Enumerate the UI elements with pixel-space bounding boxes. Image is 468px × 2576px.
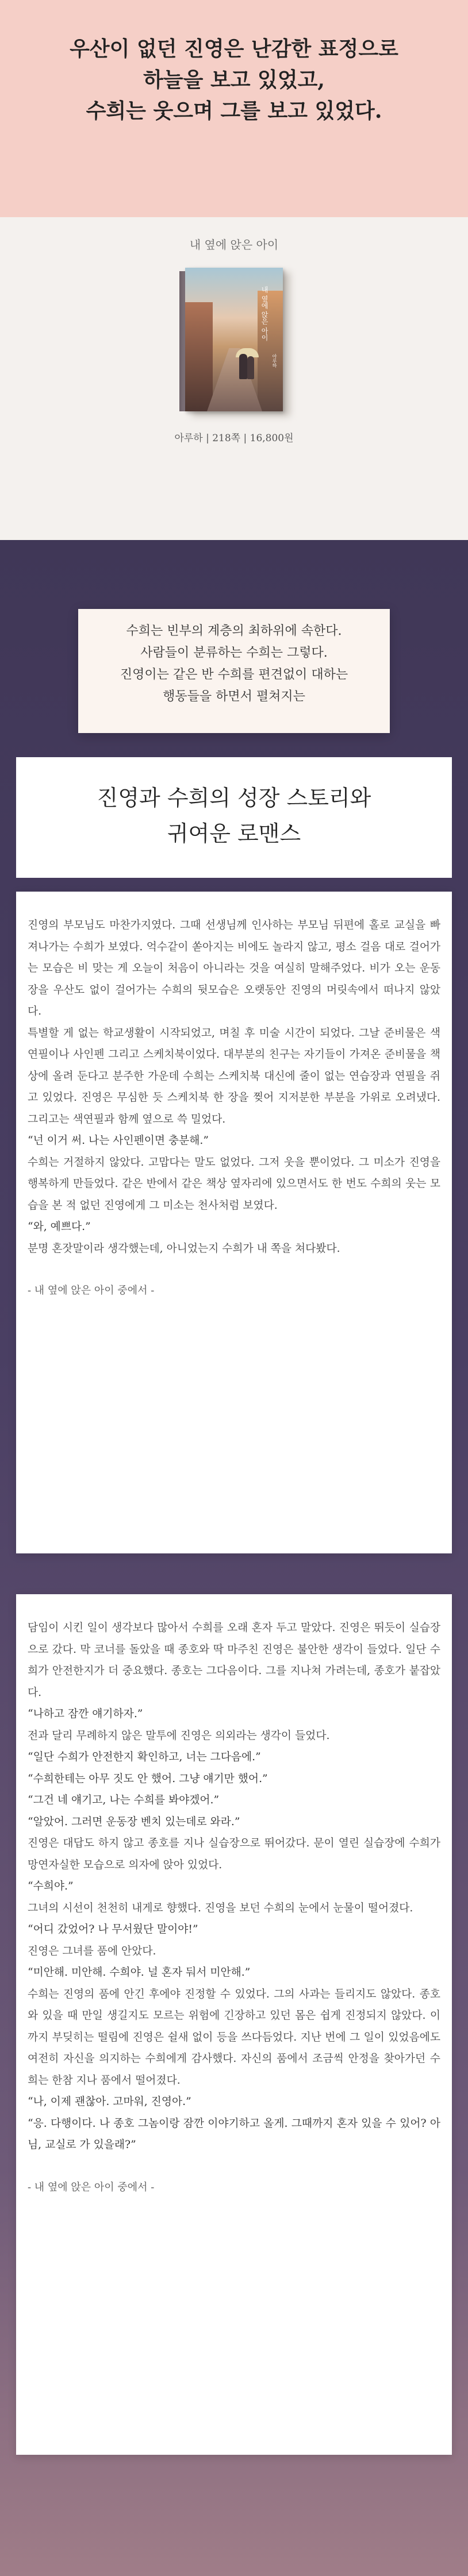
book-meta: 아루하 | 218쪽 | 16,800원 xyxy=(174,433,294,444)
excerpt-paragraph: 담임이 시킨 일이 생각보다 많아서 수희를 오래 혼자 두고 말았다. 진영은 뛰듯이 실습장으로 갔다. 막 코너를 돌았을 때 종호와 딱 마주친 진영은 불안한 생각이 들었다. 일단 수희가 안전한지가 더 중요했다. 종호는 그다음이다. 그를 지나쳐 가려는데, 종호가 붙잡았다. xyxy=(28,1622,440,1699)
excerpt-source: - 내 옆에 앉은 아이 중에서 - xyxy=(28,2181,155,2193)
excerpt-card xyxy=(16,892,452,1553)
heading-line: 진영과 수희의 성장 스토리와 xyxy=(97,785,371,811)
cover-figure xyxy=(239,354,247,379)
excerpt-paragraph: 그녀의 시선이 천천히 내게로 향했다. 진영을 보던 수희의 눈에서 눈물이 떨어졌다. xyxy=(28,1902,413,1914)
excerpt-source: - 내 옆에 앉은 아이 중에서 - xyxy=(28,1285,155,1297)
excerpt-dialog: “와, 예쁘다.” xyxy=(28,1221,91,1233)
excerpt-dialog: “미안해. 미안해. 수희야. 널 혼자 둬서 미안해.” xyxy=(28,1966,251,1979)
excerpt-dialog: “수희야.” xyxy=(28,1880,74,1892)
synopsis-line: 사람들이 분류하는 수희는 그렇다. xyxy=(140,646,328,660)
cover-figure xyxy=(247,356,254,379)
hero-line: 수희는 웃으며 그를 보고 있었다. xyxy=(86,99,382,123)
cover-author: 아루하 xyxy=(272,354,277,368)
excerpt-dialog: “어디 갔었어? 나 무서웠단 말이야!” xyxy=(28,1923,198,1935)
synopsis-box xyxy=(78,609,390,733)
excerpt-dialog: “나하고 잠깐 얘기하자.” xyxy=(28,1708,143,1720)
excerpt-dialog: “넌 이거 써. 나는 사인펜이면 충분해.” xyxy=(28,1135,209,1147)
excerpt-dialog: “수희한테는 아무 짓도 안 했어. 그냥 얘기만 했어.” xyxy=(28,1772,268,1785)
cover-title: 내 옆에 앉은 아이 xyxy=(260,286,268,341)
cover-building xyxy=(185,302,213,411)
hero-line: 우산이 없던 진영은 난감한 표정으로 xyxy=(70,37,398,61)
heading-line: 귀여운 로맨스 xyxy=(167,821,301,846)
book-section xyxy=(0,217,468,540)
excerpt-paragraph: 분명 혼잣말이라 생각했는데, 아니었는지 수희가 내 쪽을 쳐다봤다. xyxy=(28,1242,340,1255)
synopsis-line: 행동들을 하면서 펼쳐지는 xyxy=(163,689,305,704)
book-cover-image xyxy=(185,268,283,411)
excerpt-paragraph: 수희는 거절하지 않았다. 고맙다는 말도 없었다. 그저 웃을 뿐이었다. 그 미소가 진영을 행복하게 만들었다. 같은 반에서 같은 책상 옆자리에 있으면서도 한 번도 수희의 웃는 모습을 본 적 없던 진영에게 그 미소는 천사처럼 보였다. xyxy=(28,1156,440,1212)
excerpt-paragraph: 수희는 진영의 품에 안긴 후에야 진정할 수 있었다. 그의 사과는 들리지도 않았다. 종호와 있을 때 만일 생길지도 모르는 위험에 긴장하고 있던 몸은 쉽게 진정되지 않았다. 이까지 부딪히는 떨림에 진영은 쉴새 없이 등을 쓰다듬었다. 지난 번에 그 일이 있었음에도 여전히 자신을 의지하는 수희에게 감사했다. 자신의 품에서 조금씩 안정을 찾아가던 수희는 한참 지나 품에서 떨어졌다. xyxy=(28,1988,440,2087)
excerpt-paragraph: 진영의 부모님도 마찬가지였다. 그때 선생님께 인사하는 부모님 뒤편에 홀로 교실을 빠져나가는 수희가 보였다. 억수같이 쏟아지는 비에도 놀라지 않고, 평소 걸음 대로 걸어가는 모습은 비 맞는 게 오늘이 처음이 아니라는 것을 여실히 말해주었다. 비가 오는 운동장을 우산도 없이 걸어가는 수희의 뒷모습은 오랫동안 진영의 머릿속에서 떠나지 않았다. xyxy=(28,919,440,1017)
hero-line: 하늘을 보고 있었고, xyxy=(143,68,325,92)
cover-road xyxy=(207,348,262,411)
hero-text xyxy=(0,0,468,126)
section-heading xyxy=(16,757,452,878)
synopsis-line: 수희는 빈부의 계층의 최하위에 속한다. xyxy=(126,624,342,638)
excerpt-paragraph: 진영은 대답도 하지 않고 종호를 지나 실습장으로 뛰어갔다. 문이 열린 실습장에 수희가 망연자실한 모습으로 의자에 앉아 있었다. xyxy=(28,1837,440,1871)
excerpt-paragraph: 전과 달리 무례하지 않은 말투에 진영은 의외라는 생각이 들었다. xyxy=(28,1729,330,1742)
excerpt-dialog: “그건 네 얘기고, 나는 수희를 봐야겠어.” xyxy=(28,1794,220,1806)
excerpt-dialog: “나, 이제 괜찮아. 고마워, 진영아.” xyxy=(28,2096,191,2108)
excerpt-dialog: “일단 수희가 안전한지 확인하고, 너는 그다음에.” xyxy=(28,1751,261,1763)
excerpt-card xyxy=(16,1594,452,2455)
excerpt-dialog: “알았어. 그러면 운동장 벤치 있는데로 와라.” xyxy=(28,1815,240,1828)
excerpt-dialog: “응. 다행이다. 나 종호 그놈이랑 잠깐 이야기하고 올게. 그때까지 혼자 있을 수 있어? 아님, 교실로 가 있을래?” xyxy=(28,2117,440,2151)
synopsis-line: 진영이는 같은 반 수희를 편견없이 대하는 xyxy=(120,668,348,682)
hero-banner xyxy=(0,0,468,217)
excerpt-paragraph: 특별할 게 없는 학교생활이 시작되었고, 며칠 후 미술 시간이 되었다. 그날 준비물은 색연필이나 사인펜 그리고 스케치북이었다. 대부분의 친구는 자기들이 가져온 준비물을 책상에 올려 둔다고 분주한 가운데 수희는 스케치북 대신에 줄이 없는 연습장과 연필을 쥐고 있었다. 진영은 무심한 듯 스케치북 한 장을 찢어 지저분한 부분을 가위로 오려냈다. 그리고는 색연필과 함께 옆으로 쓱 밀었다. xyxy=(28,1027,440,1125)
excerpt-paragraph: 진영은 그녀를 품에 안았다. xyxy=(28,1945,156,1957)
book-title: 내 옆에 앉은 아이 xyxy=(189,238,279,252)
